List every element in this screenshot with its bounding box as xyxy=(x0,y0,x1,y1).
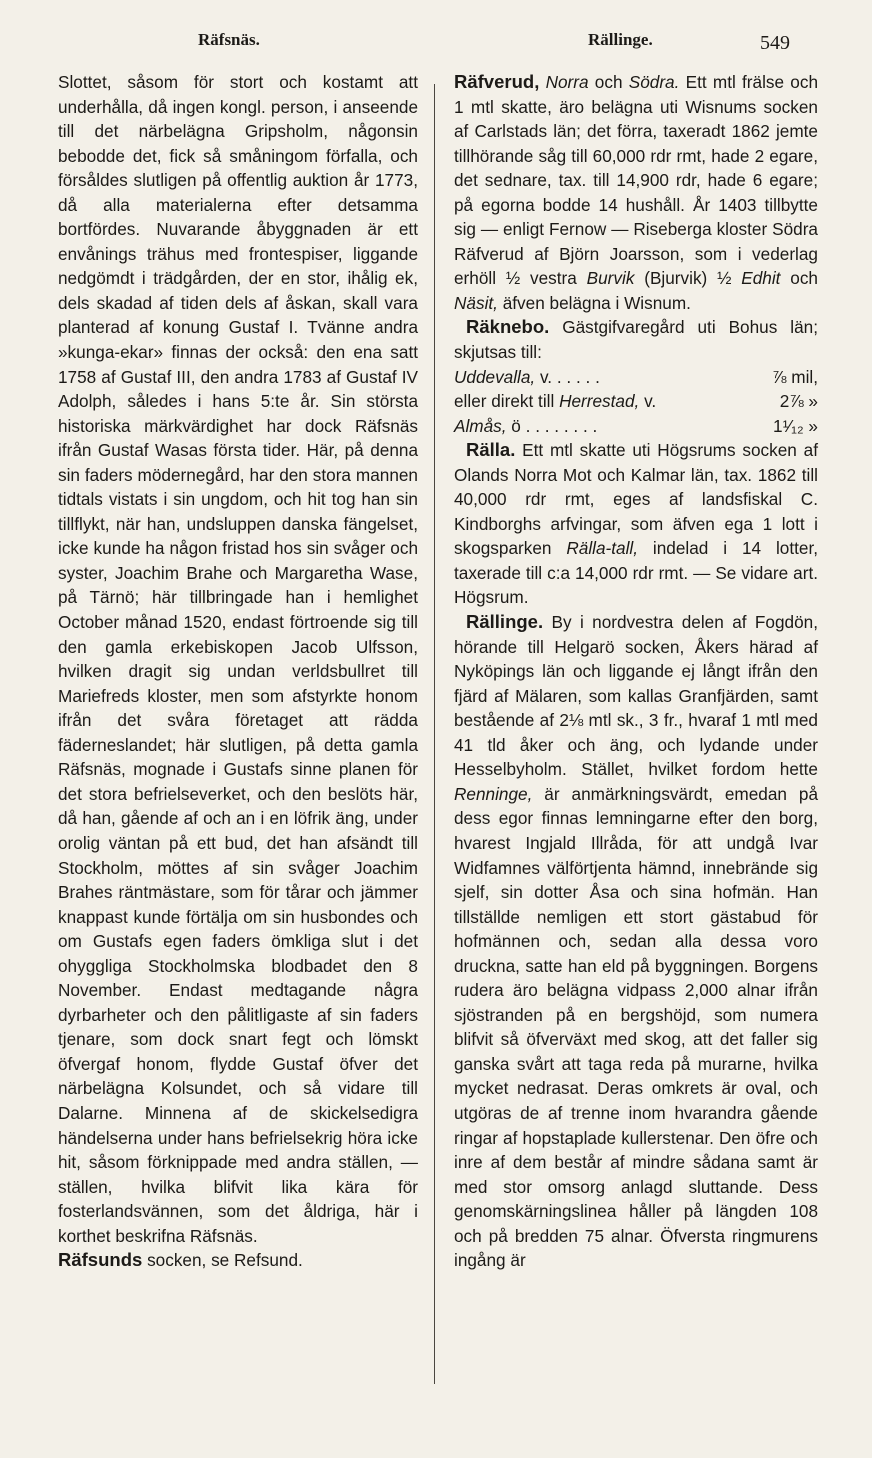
entry-ralla xyxy=(454,438,818,610)
entry-rallinge-text-2: är anmärkningsvärdt, emedan på dess egor finnas lemningarne efter den borg, hvarest Ingjald Illråda, för att undgå Ivar Widfamnes välförtjenta hämnd, innebrände sig sjelf, sin dotter Åsa och sina hofmän. Han tillställde nemligen ett stort gästabud för hofmännen och, sedan alla dessa voro druckna, satte han eld på byggningen. Borgens rudera äro belägna vidpass 2,000 alnar ifrån sjöstranden på en bergshöjd, som numera blifvit så öfverväxt med skog, att det faller sig ganska svårt att taga reda på murarne, hvilka mycket nedrasat. Deras omkrets är oval, och utgöras de af trenne inom hvarandra gående ringar af hopstaplade kullerstenar. Den öfre och inre af dem består af mindre sådana samt är med stor omsorg anlagd sluttande. Dess genomskärningslinea håller på längden 108 och på bredden 75 alnar. Öfversta ringmurens ingång är xyxy=(454,783,818,1271)
entry-rallinge xyxy=(454,610,818,1273)
distance-place: Almås, xyxy=(454,415,507,436)
rafverud-nasit: Näsit, xyxy=(454,292,498,313)
entry-ralla-text-2: indelad i 14 lotter, taxerade till c:a 14,000 rdr rmt. — Se vidare art. Högsrum. xyxy=(454,538,818,608)
headword-rafverud: Räfverud, xyxy=(454,71,540,92)
headword-raknebo: Räknebo. xyxy=(466,316,550,338)
rallinge-renninge: Renninge, xyxy=(454,783,533,804)
distance-value: 2⅞ » xyxy=(779,391,818,412)
rafverud-text-2: (Bjurvik) ½ xyxy=(634,268,742,289)
distance-value: 1¹⁄₁₂ » xyxy=(773,415,818,436)
entry-ralla-text-1: Ett mtl skatte uti Högsrums socken af Olands Norra Mot och Kalmar län, tax. 1862 till 40,000 rdr rmt, eges af landsfiskal C. Kindborghs arfvingar, som äfven ega 1 lott i skogsparken xyxy=(454,440,818,559)
column-divider xyxy=(434,84,435,1384)
distance-row xyxy=(454,414,818,439)
distance-prefix: eller direkt till xyxy=(454,391,560,412)
distance-suffix: v. xyxy=(639,391,657,412)
right-column xyxy=(454,70,818,1273)
rafverud-och: och xyxy=(588,72,629,92)
distance-row xyxy=(454,365,818,390)
ralla-tall: Rälla-tall, xyxy=(566,538,638,559)
entry-rafsunds xyxy=(58,1248,418,1273)
left-column xyxy=(58,70,418,1273)
rafverud-norra: Norra xyxy=(545,72,589,92)
entry-raknebo-text: Gästgifvaregård uti Bohus län; skjutsas till: xyxy=(454,317,818,363)
headword-rafsunds: Räfsunds xyxy=(58,1249,143,1271)
entry-rafsunds-text: socken, se Refsund. xyxy=(142,1250,303,1271)
rafverud-edhit: Edhit xyxy=(741,268,781,289)
headword-ralla: Rälla. xyxy=(466,439,516,461)
distance-suffix: v. . . . . . xyxy=(535,366,600,387)
distance-place: Herrestad, xyxy=(559,391,640,412)
distance-suffix: ö . . . . . . . . xyxy=(506,415,598,436)
page-number: 549 xyxy=(760,32,790,54)
running-head-left: Räfsnäs. xyxy=(198,30,260,49)
rafverud-burvik: Burvik xyxy=(586,268,635,289)
page-header xyxy=(0,30,872,60)
entry-rafverud xyxy=(454,70,818,315)
entry-raknebo xyxy=(454,315,818,364)
rafverud-sodra: Södra. xyxy=(628,72,680,92)
distance-place: Uddevalla, xyxy=(454,366,536,387)
rafverud-text-1: Ett mtl frälse och 1 mtl skatte, äro belägna uti Wisnums socken af Carlstads län; det förra, taxeradt 1862 jemte tillhörande såg till 60,000 rdr rmt, hade 2 egare, det sednare, tax. till 14,900 rdr, hade 6 egare; på egorna bodde 14 hushåll. År 1403 tillbytte sig — enligt Fernow — Riseberga kloster Södra Räfverud af Björn Joarsson, som i vederlag erhöll ½ vestra xyxy=(454,72,818,289)
distance-row xyxy=(454,389,818,414)
headword-rallinge: Rällinge. xyxy=(466,611,544,633)
rafverud-text-3: och xyxy=(780,268,818,289)
running-head-right: Rällinge. xyxy=(588,30,653,49)
entry-rallinge-text-1: By i nordvestra delen af Fogdön, hörande till Helgarö socken, Åkers härad af Nyköpings län och liggande ej långt ifrån den fjärd af Mälaren, som kallas Granfjärden, samt bestående af 2⅛ mtl sk., 3 fr., hvaraf 1 mtl med 41 tld åker och äng, och lydande under Hesselbyholm. Stället, hvilket fordom hette xyxy=(454,612,818,780)
rafsnas-continuation-paragraph: Slottet, såsom för stort och kostamt att underhålla, då ingen kongl. person, i anseende till det närbelägna Gripsholm, någonsin bebodde det, fick så småningom förfalla, och försåldes slutligen på offentlig auktion år 1773, då alla materialerna efter detsamma bortfördes. Nuvarande åbyggnaden är ett envånings trähus med frontespiser, liggande nedgömdt i trädgården, der en stor, ihålig ek, dels skadad af tiden dels af åskan, skall vara planterad af konung Gustaf I. Tvänne andra »kunga-ekar» finnas der också: den ena satt 1758 af Gustaf III, den andra 1783 af Gustaf IV Adolph, således i hans 5:te år. Sin största historiska märkvärdighet har dock Räfsnäs ifrån Gustaf Wasas första tider. Här, på denna sin faders mödernegård, har den stora mannen tidtals vistats i sin ungdom, och hit tog han sin tillflykt, när han, undsluppen danska fängelset, icke kunde ha någon fristad hos sin svåger och syster, Joachim Brahe och Margaretha Wase, på Tärnö; här tillbringade han i hemlighet October månad 1520, endast förtroende sig till den gamla erkebiskopen Jacob Ulfsson, hvilken dragit sig undan verldsbullret till Mariefreds kloster, men som afstyrkte honom ifrån det svåra företaget att rädda fäderneslandet; här slutligen, på detta gamla Räfsnäs, mognade i Gustafs sinne planen för det stora befrielseverket, och den beslöts här, då han, gående af och an i en löfrik äng, under orolig väntan på ett bud, det han afsändt till Stockholm, möttes af sin svåger Joachim Brahes räntmästare, som för tårar och jämmer knappast kunde förtälja om sin husbondes och om Gustafs egen faders ömkliga slut i det ohyggliga Stockholmska blodbadet den 8 November. Endast medtagande några dyrbarheter och den pålitligaste af sin faders tjenare, som dock snart fegt och lömskt öfvergaf honom, flydde Gustaf öfver det närbelägna Kolsundet, och så vidare till Dalarne. Minnena af de skickelsedigra händelserna under hans befrielsekrig höra icke hit, såsom förknippade med andra ställen, — ställen, hvilka blifvit lika kära för fosterlandsvännen, som det åldriga, här i korthet beskrifna Räfsnäs. xyxy=(58,72,418,1246)
rafverud-text-4: äfven belägna i Wisnum. xyxy=(497,292,691,313)
distance-value: ⅞ mil, xyxy=(772,366,818,387)
